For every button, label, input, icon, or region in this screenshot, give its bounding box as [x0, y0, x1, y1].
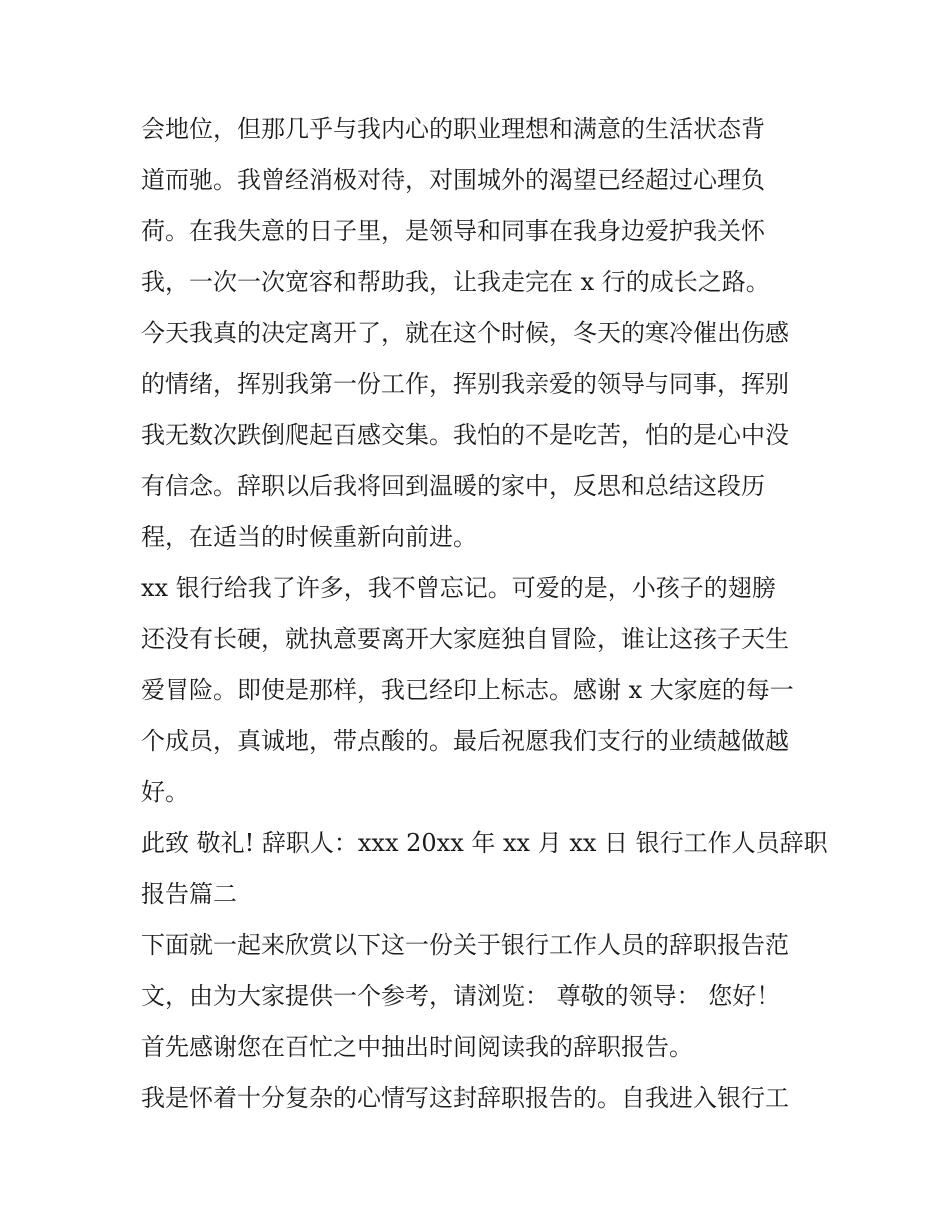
text-line: 报告篇二: [141, 880, 237, 908]
text-line: 有信念。辞职以后我将回到温暖的家中，反思和总结这段历: [141, 472, 765, 500]
text-line: 还没有长硬，就执意要离开大家庭独自冒险，谁让这孩子天生: [141, 625, 789, 653]
text-line: 今天我真的决定离开了，就在这个时候，冬天的寒冷催出伤感: [141, 319, 789, 347]
text-line: 道而驰。我曾经消极对待，对围城外的渴望已经超过心理负: [141, 166, 765, 194]
text-line: 程，在适当的时候重新向前进。: [141, 523, 477, 551]
text-line: 荷。在我失意的日子里，是领导和同事在我身边爱护我关怀: [141, 217, 765, 245]
text-line: 爱冒险。即使是那样，我已经印上标志。感谢 x 大家庭的每一: [141, 676, 794, 704]
text-line: 文，由为大家提供一个参考，请浏览： 尊敬的领导： 您好！: [141, 982, 781, 1010]
text-line: 好。: [141, 778, 189, 806]
text-line: 下面就一起来欣赏以下这一份关于银行工作人员的辞职报告范: [141, 931, 789, 959]
text-line: 会地位，但那几乎与我内心的职业理想和满意的生活状态背: [141, 115, 765, 143]
text-line: 我是怀着十分复杂的心情写这封辞职报告的。自我进入银行工: [141, 1084, 789, 1112]
text-line: 我无数次跌倒爬起百感交集。我怕的不是吃苦，怕的是心中没: [141, 421, 789, 449]
text-line: 此致 敬礼! 辞职人：xxx 20xx 年 xx 月 xx 日 银行工作人员辞职: [141, 829, 828, 857]
text-line: 的情绪，挥别我第一份工作，挥别我亲爱的领导与同事，挥别: [141, 370, 789, 398]
text-line: 个成员，真诚地，带点酸的。最后祝愿我们支行的业绩越做越: [141, 727, 789, 755]
document-body: [141, 104, 828, 1124]
text-line: 我，一次一次宽容和帮助我，让我走完在 x 行的成长之路。: [141, 268, 770, 296]
text-line: 首先感谢您在百忙之中抽出时间阅读我的辞职报告。: [141, 1033, 693, 1061]
text-line: xx 银行给我了许多，我不曾忘记。可爱的是，小孩子的翅膀: [141, 574, 776, 602]
